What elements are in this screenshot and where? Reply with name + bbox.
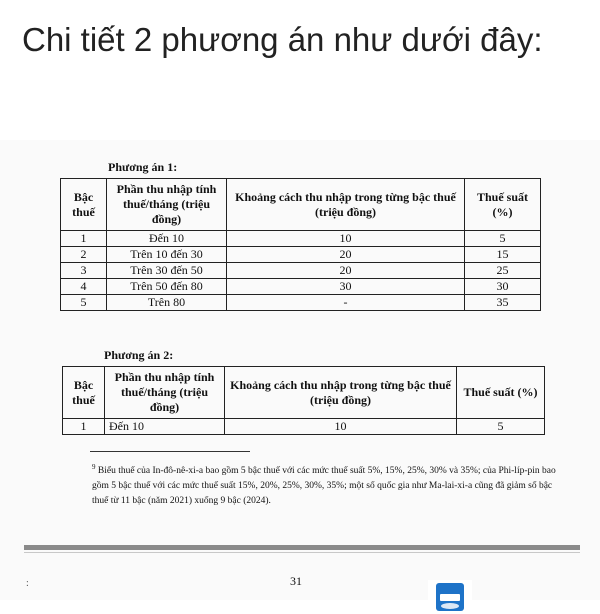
cell-income: Trên 30 đến 50	[107, 263, 227, 279]
cell-gap: 30	[227, 279, 465, 295]
cell-level: 2	[61, 247, 107, 263]
table-row	[61, 263, 541, 279]
plan2-title: Phương án 2:	[104, 348, 174, 362]
header-income-gap: Khoảng cách thu nhập trong từng bậc thuế (triệu đồng)	[227, 179, 465, 231]
cell-level: 3	[61, 263, 107, 279]
cell-gap: 10	[227, 231, 465, 247]
plan2-header-row	[63, 367, 545, 419]
cell-income: Trên 80	[107, 295, 227, 311]
cell-gap: 20	[227, 263, 465, 279]
footnote	[92, 460, 562, 509]
cell-rate: 5	[457, 419, 545, 435]
cell-gap: 10	[225, 419, 457, 435]
cell-level: 1	[61, 231, 107, 247]
page-separator	[24, 545, 580, 550]
plan1-title: Phương án 1:	[108, 160, 178, 174]
brand-logo-icon	[428, 580, 472, 614]
cell-rate: 25	[465, 263, 541, 279]
table-row	[61, 247, 541, 263]
header-tax-rate: Thuế suất (%)	[457, 367, 545, 419]
plan2-table	[62, 366, 545, 435]
plan1-header-row	[61, 179, 541, 231]
plan1-table	[60, 178, 541, 311]
table-row	[63, 419, 545, 435]
cell-rate: 15	[465, 247, 541, 263]
table-row	[61, 295, 541, 311]
article-heading: Chi tiết 2 phương án như dưới đây:	[22, 21, 543, 58]
footnote-marker: 9	[92, 463, 96, 471]
footnote-text: Biểu thuế của In-đô-nê-xi-a bao gồm 5 bậc thuế với các mức thuế suất 5%, 15%, 25%, 30% và 35%; của Phi-líp-pin bao gồm 5 bậc thuế với các mức thuế suất 15%, 20%, 25%, 30%, 35%; một số quốc gia như Ma-lai-xi-a cũng đã giảm số bậc thuế từ 11 bậc (năm 2021) xuống 9 bậc (2024).	[92, 466, 556, 507]
cell-level: 4	[61, 279, 107, 295]
page-separator-shadow	[24, 552, 580, 553]
cell-rate: 35	[465, 295, 541, 311]
scanned-document-image	[0, 140, 600, 600]
cell-rate: 5	[465, 231, 541, 247]
header-income-gap: Khoảng cách thu nhập trong từng bậc thuế (triệu đồng)	[225, 367, 457, 419]
table-row	[61, 231, 541, 247]
header-taxable-income: Phần thu nhập tính thuế/tháng (triệu đồng)	[105, 367, 225, 419]
footnote-divider	[90, 451, 250, 452]
cell-gap: -	[227, 295, 465, 311]
header-tax-level: Bậc thuế	[63, 367, 105, 419]
cell-rate: 30	[465, 279, 541, 295]
table-row	[61, 279, 541, 295]
corner-mark: :	[26, 578, 29, 589]
cell-income: Đến 10	[105, 419, 225, 435]
header-tax-rate: Thuế suất (%)	[465, 179, 541, 231]
cell-gap: 20	[227, 247, 465, 263]
cell-income: Trên 50 đến 80	[107, 279, 227, 295]
cell-income: Trên 10 đến 30	[107, 247, 227, 263]
header-tax-level: Bậc thuế	[61, 179, 107, 231]
header-taxable-income: Phần thu nhập tính thuế/tháng (triệu đồng)	[107, 179, 227, 231]
cell-level: 1	[63, 419, 105, 435]
page-number: 31	[290, 574, 302, 588]
cell-level: 5	[61, 295, 107, 311]
cell-income: Đến 10	[107, 231, 227, 247]
